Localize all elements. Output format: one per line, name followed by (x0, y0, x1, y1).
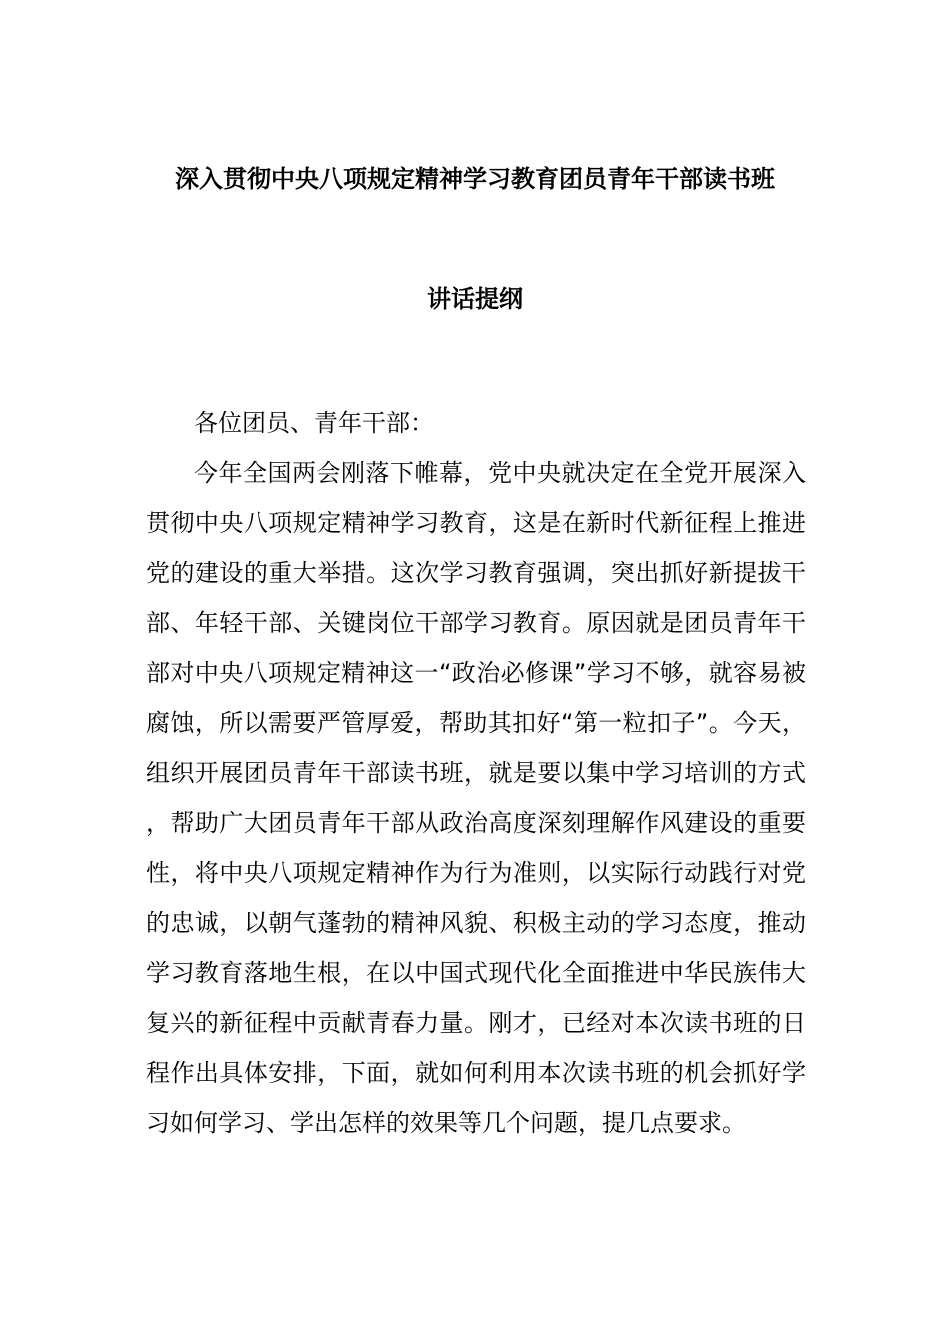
greeting: 各位团员、青年干部： (194, 409, 434, 437)
document-title-line-2: 讲话提纲 (427, 285, 523, 313)
body-paragraph: 今年全国两会刚落下帷幕，党中央就决定在全党开展深入贯彻中央八项规定精神学习教育，这是在新时代新征程上推进党的建设的重大举措。这次学习教育强调，突出抓好新提拔干部、年轻干部、关键岗位干部学习教育。原因就是团员青年干部对中央八项规定精神这一“政治必修课”学习不够，就容易被腐蚀，所以需要严管厚爱，帮助其扣好“第一粒扣子”。今天，组织开展团员青年干部读书班，就是要以集中学习培训的方式，帮助广大团员青年干部从政治高度深刻理解作风建设的重要性，将中央八项规定精神作为行为准则，以实际行动践行对党的忠诚，以朝气蓬勃的精神风貌、积极主动的学习态度，推动学习教育落地生根，在以中国式现代化全面推进中华民族伟大复兴的新征程中贡献青春力量。刚才，已经对本次读书班的日程作出具体安排，下面，就如何利用本次读书班的机会抓好学习如何学习、学出怎样的效果等几个问题，提几点要求。 (146, 459, 806, 1137)
document-title-line-1: 深入贯彻中央八项规定精神学习教育团员青年干部读书班 (175, 165, 775, 193)
